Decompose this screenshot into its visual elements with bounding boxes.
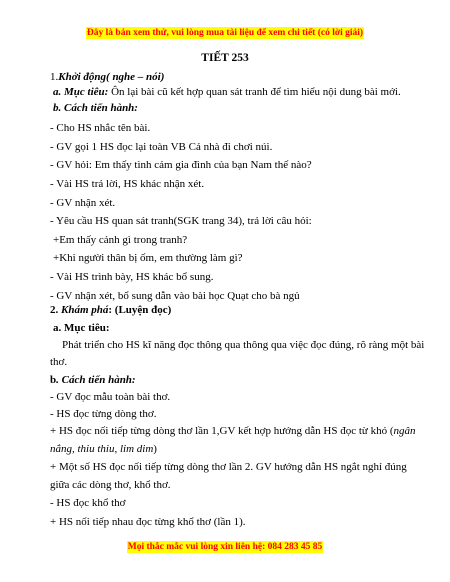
step-line-6: - Yêu cầu HS quan sát tranh(SGK trang 34), trả lời câu hỏi: [50, 215, 312, 227]
section-2-title: Khám phá [61, 304, 109, 316]
reading-line-3-text: + HS đọc nối tiếp từng dòng thơ lần 1,GV kết hợp hướng dẫn HS đọc từ khó ( [50, 425, 394, 437]
section-2-number: 2. [50, 304, 61, 316]
objective-text: Ôn lại bài cũ kết hợp quan sát tranh để tìm hiểu nội dung bài mới. [108, 86, 401, 98]
preview-banner [0, 22, 450, 40]
step-line-8: +Khi người thân bị ốm, em thường làm gì? [53, 252, 243, 264]
reading-line-7: - HS đọc khổ thơ [50, 497, 126, 509]
lesson-title: TIẾT 253 [201, 52, 249, 64]
step-line-2: - GV gọi 1 HS đọc lại toàn VB Cả nhà đi chơi núi. [50, 141, 273, 153]
reading-line-1: - GV đọc mẫu toàn bài thơ. [50, 391, 171, 403]
step-line-7: +Em thấy cảnh gì trong tranh? [53, 234, 188, 246]
hard-words-close: ) [153, 443, 157, 455]
step-line-9: - Vài HS trình bày, HS khác bổ sung. [50, 271, 214, 283]
section-1-number: 1. [50, 71, 59, 83]
objective-2-label: a. Mục tiêu: [53, 322, 110, 334]
step-line-3: - GV hỏi: Em thấy tình cảm gia đình của bạn Nam thế nào? [50, 159, 312, 171]
reading-line-4 [50, 443, 157, 456]
step-line-5: - GV nhận xét. [50, 197, 116, 209]
procedure-2-text: . Cách tiến hành: [56, 374, 136, 386]
section-2-suffix: : (Luyện đọc) [108, 304, 172, 316]
section-1-title: Khởi động( nghe – nói) [58, 71, 165, 83]
preview-banner-text: Đây là bản xem thử, vui lòng mua tài liệu để xem chi tiết (có lời giải) [86, 28, 364, 38]
objective-2-line-2: thơ. [50, 356, 68, 368]
reading-line-3-hard-word: ngân [393, 425, 416, 437]
procedure-2-label [50, 374, 136, 387]
reading-line-6: giữa các dòng thơ, khổ thơ. [50, 479, 171, 491]
objective-2-line-1: Phát triển cho HS kĩ năng đọc thông qua thông qua việc đọc đúng, rõ ràng một bài [62, 339, 425, 351]
hard-words: nắng, thiu thiu, lim dim [50, 443, 154, 455]
step-line-4: - Vài HS trả lời, HS khác nhận xét. [50, 178, 205, 190]
procedure-label: b. Cách tiến hành: [53, 102, 138, 114]
step-line-1: - Cho HS nhắc tên bài. [50, 122, 151, 134]
reading-line-3 [50, 425, 416, 438]
reading-line-8: + HS nối tiếp nhau đọc từng khổ thơ (lần 1). [50, 516, 246, 528]
objective-label: a. Mục tiêu: [53, 86, 109, 98]
section-1-heading [50, 71, 164, 84]
step-line-10: - GV nhận xét, bổ sung dẫn vào bài học Quạt cho bà ngủ [50, 290, 300, 302]
reading-line-5: + Một số HS đọc nối tiếp từng dòng thơ lần 2. GV hướng dẫn HS ngắt nghỉ đúng [50, 461, 407, 473]
reading-line-2: - HS đọc từng dòng thơ. [50, 408, 157, 420]
contact-banner-text: Mọi thắc mắc vui lòng xin liên hệ: 084 283 45 85 [127, 542, 323, 552]
objective-line [53, 86, 401, 99]
contact-banner [0, 536, 450, 554]
procedure-2-letter: b [50, 374, 57, 386]
section-2-heading [50, 304, 171, 317]
